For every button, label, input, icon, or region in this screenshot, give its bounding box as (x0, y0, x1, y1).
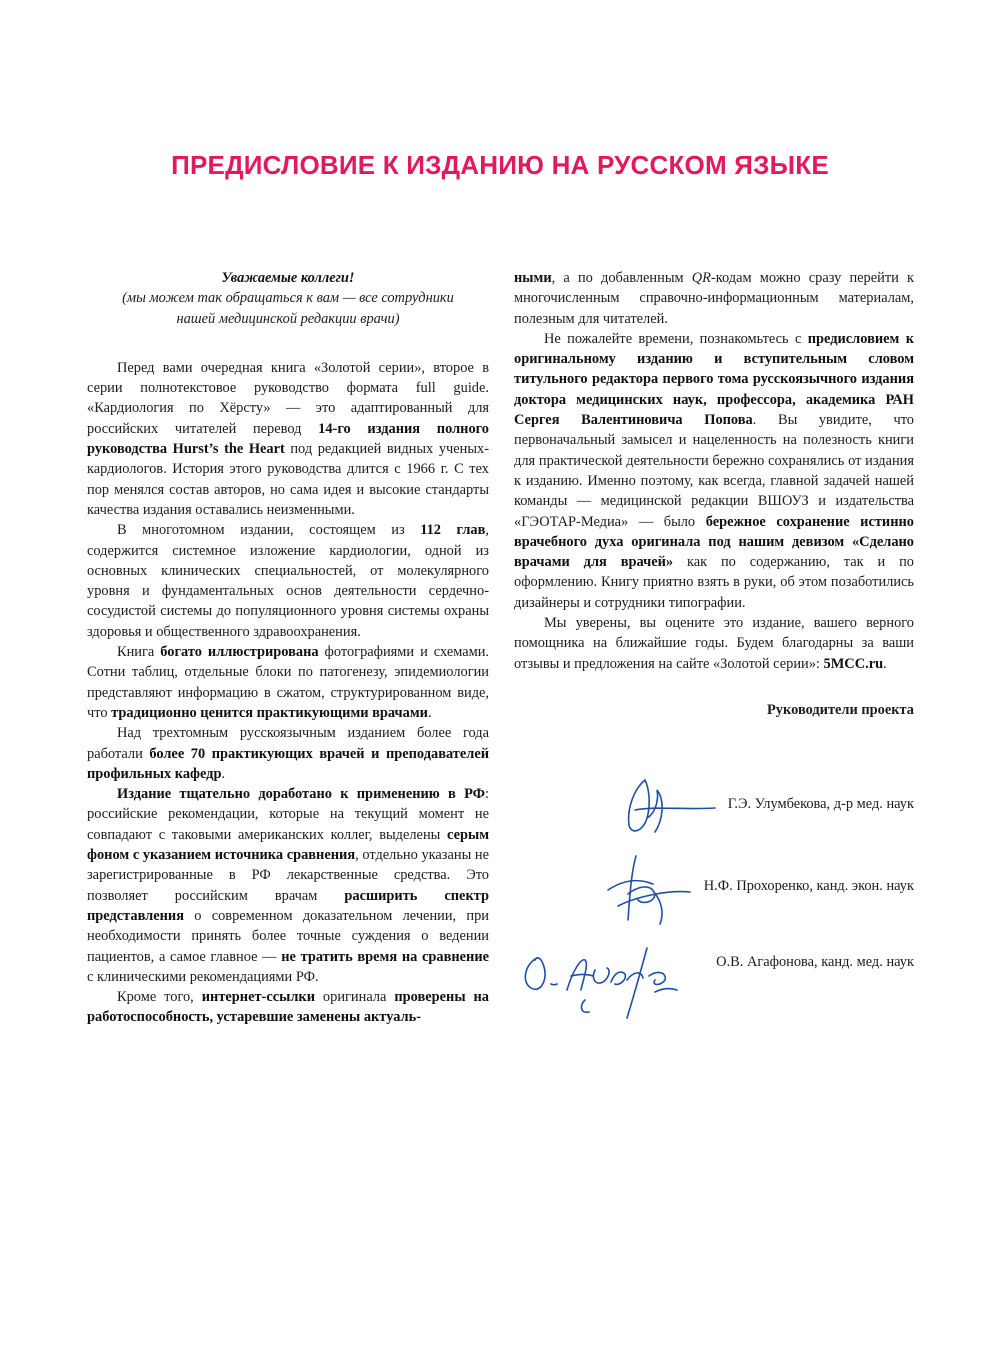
paragraph-qr: ными, а по добавленным QR-кодам можно сразу перейти к многочисленным справочно-информационным материалам, полезным для читателей. (514, 270, 914, 327)
paragraph-adaptation: Издание тщательно доработано к применению в РФ: российские рекомендации, которые на текущий момент не совпадают с таковыми американских коллег, выделены серым фоном с указанием источника сравнения, отдельно указаны не зарегистрированные в РФ лекарственные средства. Это позволяет российским врачам расширить спектр представления о современном доказательном лечении, при необходимости принять более точные суждения о ведении пациентов, а самое главное — не тратить время на сравнение с клиническими рекомендациями РФ. (87, 786, 489, 985)
paragraph-intro: Перед вами очередная книга «Золотой серии», второе в серии полнотекстовое руководство формата full guide. «Кардиология по Хёрсту» — это адаптированный для российских читателей перевод 14-го издания полного руководства Hurst’s the Heart под редакцией видных ученых-кардиологов. История этого руководства длится с 1966 г. С тех пор менялся состав авторов, но сама идея и высокие стандарты качества издания оставались неизменными. (87, 359, 490, 518)
signer-3-name: О.В. Агафонова, канд. мед. наук (716, 954, 914, 970)
paragraph-feedback: Мы уверены, вы оцените это издание, вашего верного помощника на ближайшие годы. Будем благодарны за ваши отзывы и предложения на сайте «Золотой серии»: 5MCC.ru. (514, 615, 914, 672)
right-column (514, 268, 914, 720)
signature-2-image (598, 850, 698, 930)
signers-title: Руководители проекта (767, 701, 914, 718)
paragraph-team: Над трехтомным русскоязычным изданием более года работали более 70 практикующих врачей и преподавателей профильных кафедр. (87, 725, 489, 782)
greeting-note-line1: (мы можем так обращаться к вам — все сотрудники (122, 290, 454, 307)
signer-1-name: Г.Э. Улумбекова, д-р мед. наук (727, 796, 914, 812)
paragraph-prefaces: Не пожалейте времени, познакомьтесь с предисловием к оригинальному изданию и вступительным словом титульного редактора первого тома русскоязычного издания доктора медицинских наук, профессора, академика РАН Сергея Валентиновича Попова. Вы увидите, что первоначальный замысел и нацеленность на полезность книги для практической деятельности бережно сохранялись от издания к изданию. Именно поэтому, как всегда, главной задачей нашей команды — медицинской редакции ВШОУЗ и издательства «ГЭОТАР-Медиа» — было бережное сохранение истинно врачебного духа оригинала под нашим девизом «Сделано врачами для врачей» как по содержанию, так и по оформлению. Книгу приятно взять в руки, об этом позаботились дизайнеры и сотрудники типографии. (514, 330, 914, 611)
signature-3-image (515, 930, 685, 1025)
paragraph-chapters: В многотомном издании, состоящем из 112 глав, содержится системное изложение кардиологии, одной из основных клинических специальностей, от молекулярного уровня и фундаментальных основ деятельности сердечно-сосудистой системы до популяционного уровня системы охраны здоровья и общественного здравоохранения. (87, 522, 489, 640)
signer-2-name: Н.Ф. Прохоренко, канд. экон. наук (703, 878, 914, 894)
page-title: ПРЕДИСЛОВИЕ К ИЗДАНИЮ НА РУССКОМ ЯЗЫКЕ (171, 150, 829, 180)
paragraph-illustrations: Книга богато иллюстрирована фотографиями и схемами. Сотни таблиц, отдельные блоки по патогенезу, эпидемиологии представляют информацию в сжатом, структурированном виде, что традиционно ценится практикующими врачами. (87, 644, 490, 721)
left-column (87, 268, 489, 1028)
greeting-salutation: Уважаемые коллеги! (221, 270, 355, 286)
paragraph-links: Кроме того, интернет-ссылки оригинала проверены на работоспособность, устаревшие заменены актуаль- (87, 989, 489, 1026)
greeting-note-line2: нашей медицинской редакции врачи) (176, 310, 400, 327)
signature-1-image (615, 770, 725, 850)
greeting (87, 268, 489, 329)
